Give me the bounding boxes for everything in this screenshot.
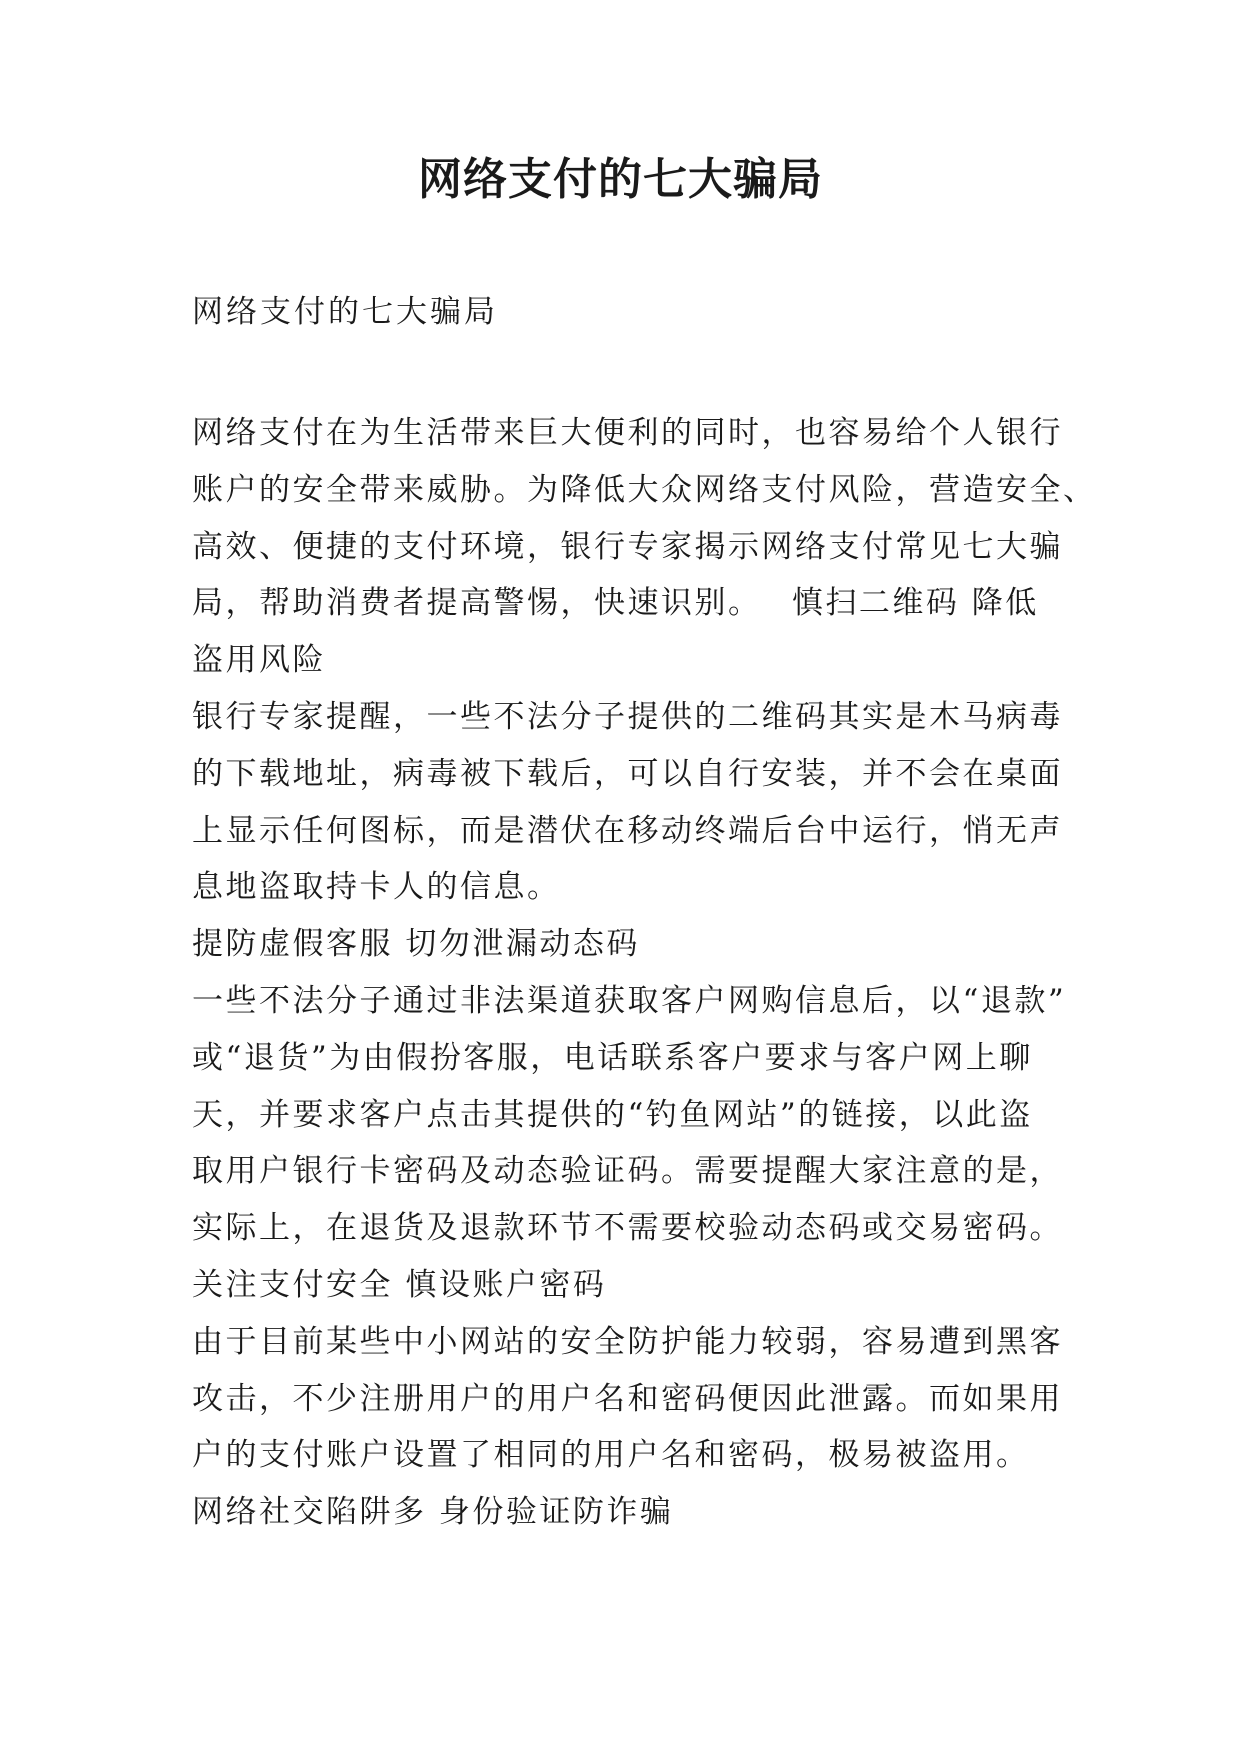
- body-text-line: 盗用风险: [192, 642, 326, 679]
- body-text-line: 或“退货”为由假扮客服，电话联系客户要求与客户网上聊: [192, 1039, 1033, 1076]
- body-text-line: 关注支付安全 慎设账户密码: [192, 1266, 607, 1303]
- body-text-line: 账户的安全带来威胁。为降低大众网络支付风险，营造安全、: [192, 471, 1097, 508]
- body-text-line: 由于目前某些中小网站的安全防护能力较弱，容易遭到黑客: [192, 1323, 1063, 1360]
- body-text-line: 的下载地址，病毒被下载后，可以自行安装，并不会在桌面: [192, 755, 1063, 792]
- body-text-line: 上显示任何图标，而是潜伏在移动终端后台中运行，悄无声: [192, 812, 1063, 849]
- body-text-line: 天，并要求客户点击其提供的“钓鱼网站”的链接，以此盗: [192, 1096, 1033, 1133]
- body-text-line: 户的支付账户设置了相同的用户名和密码，极易被盗用。: [192, 1437, 1030, 1474]
- document-subtitle: 网络支付的七大骗局: [192, 294, 498, 330]
- body-text-line: 局，帮助消费者提高警惕，快速识别。 慎扫二维码 降低: [192, 585, 1039, 622]
- body-text-line: 取用户银行卡密码及动态验证码。需要提醒大家注意的是，: [192, 1153, 1063, 1190]
- document-body: [192, 405, 1097, 1541]
- body-text-line: 攻击，不少注册用户的用户名和密码便因此泄露。而如果用: [192, 1380, 1063, 1417]
- body-text-line: 网络支付在为生活带来巨大便利的同时，也容易给个人银行: [192, 415, 1063, 451]
- body-text-line: 实际上，在退货及退款环节不需要校验动态码或交易密码。: [192, 1210, 1063, 1247]
- body-text-line: 高效、便捷的支付环境，银行专家揭示网络支付常见七大骗: [192, 528, 1063, 565]
- body-text-line: 息地盗取持卡人的信息。: [192, 869, 561, 906]
- body-text-line: 银行专家提醒，一些不法分子提供的二维码其实是木马病毒: [192, 698, 1063, 735]
- body-text-line: 一些不法分子通过非法渠道获取客户网购信息后，以“退款”: [192, 982, 1067, 1019]
- body-text-line: 提防虚假客服 切勿泄漏动态码: [192, 926, 640, 963]
- body-text-line: 网络社交陷阱多 身份验证防诈骗: [192, 1494, 674, 1531]
- document-title: 网络支付的七大骗局: [418, 154, 823, 205]
